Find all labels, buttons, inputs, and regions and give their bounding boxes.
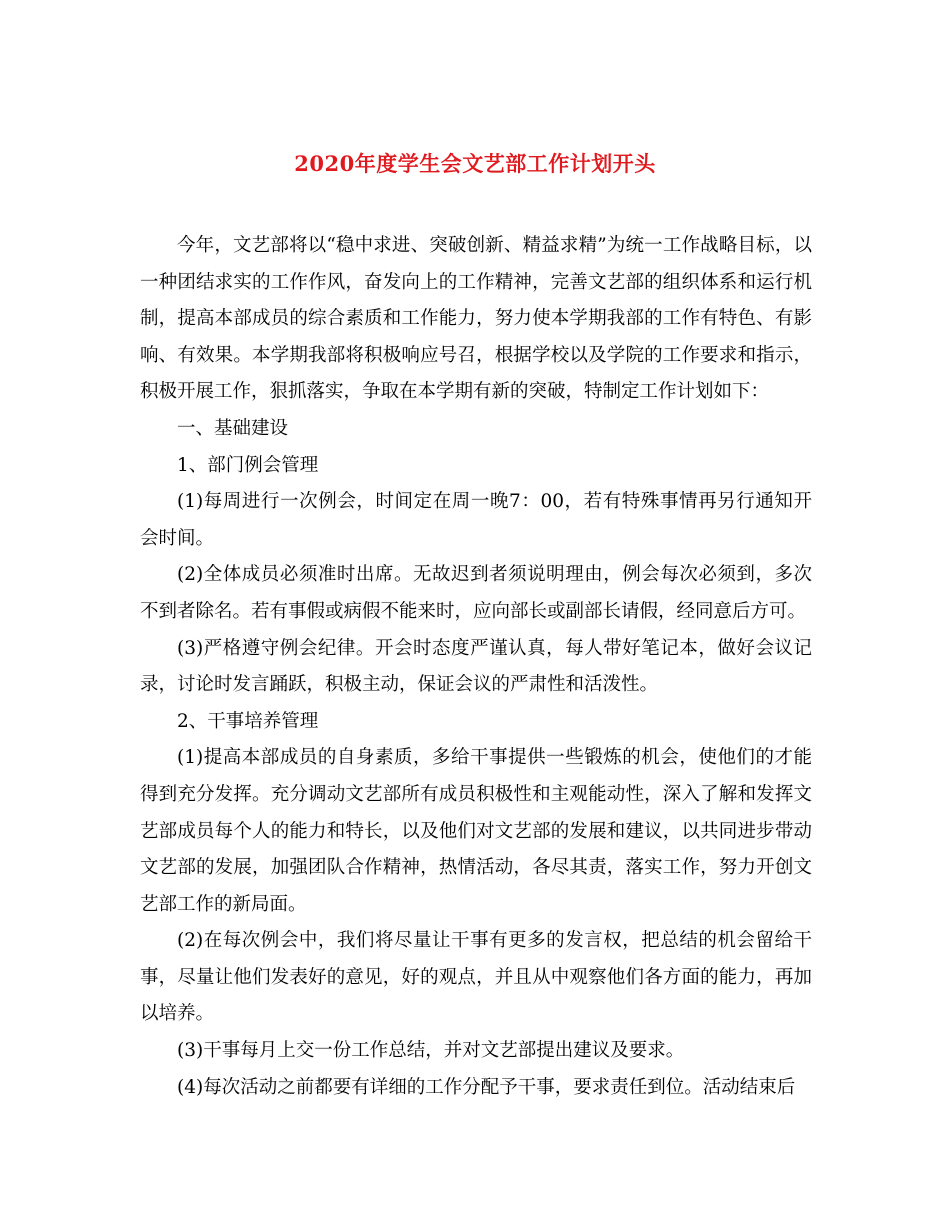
subheading-meeting-management: 1、部门例会管理 [177, 454, 319, 476]
subheading-staff-training: 2、干事培养管理 [177, 710, 319, 732]
document-title: 2020年度学生会文艺部工作计划开头 [294, 151, 656, 176]
paragraph-training-rule-3: (3)干事每月上交一份工作总结，并对文艺部提出建议及要求。 [177, 1040, 685, 1062]
paragraph-training-rule-1: (1)提高本部成员的自身素质，多给干事提供一些锻炼的机会，使他们的才能得到充分发挥。充分调动文艺部所有成员积极性和主观能动性，深入了解和发挥文艺部成员每个人的能力和特长，以及他们对文艺部的发展和建议，以共同进步带动文艺部的发展，加强团队合作精神，热情活动，各尽其责，落实工作，努力开创文艺部工作的新局面。 [140, 747, 812, 915]
document-body [140, 228, 812, 1106]
paragraph-meeting-rule-2: (2)全体成员必须准时出席。无故迟到者须说明理由，例会每次必须到，多次不到者除名。若有事假或病假不能来时，应向部长或副部长请假，经同意后方可。 [140, 564, 812, 622]
heading-basic-construction: 一、基础建设 [177, 417, 289, 439]
paragraph-meeting-rule-3: (3)严格遵守例会纪律。开会时态度严谨认真，每人带好笔记本，做好会议记录，讨论时发言踊跃，积极主动，保证会议的严肃性和活泼性。 [140, 637, 812, 696]
paragraph-intro: 今年，文艺部将以“稳中求进、突破创新、精益求精”为统一工作战略目标，以一种团结求实的工作作风，奋发向上的工作精神，完善文艺部的组织体系和运行机制，提高本部成员的综合素质和工作能力，努力使本学期我部的工作有特色、有影响、有效果。本学期我部将积极响应号召，根据学校以及学院的工作要求和指示，积极开展工作，狠抓落实，争取在本学期有新的突破，特制定工作计划如下： [140, 235, 812, 403]
paragraph-training-rule-2: (2)在每次例会中，我们将尽量让干事有更多的发言权，把总结的机会留给干事，尽量让他们发表好的意见，好的观点，并且从中观察他们各方面的能力，再加以培养。 [140, 930, 812, 1025]
paragraph-meeting-rule-1: (1)每周进行一次例会，时间定在周一晚7：00，若有特殊事情再另行通知开会时间。 [140, 491, 812, 549]
paragraph-training-rule-4: (4)每次活动之前都要有详细的工作分配予干事，要求责任到位。活动结束后 [177, 1076, 796, 1098]
